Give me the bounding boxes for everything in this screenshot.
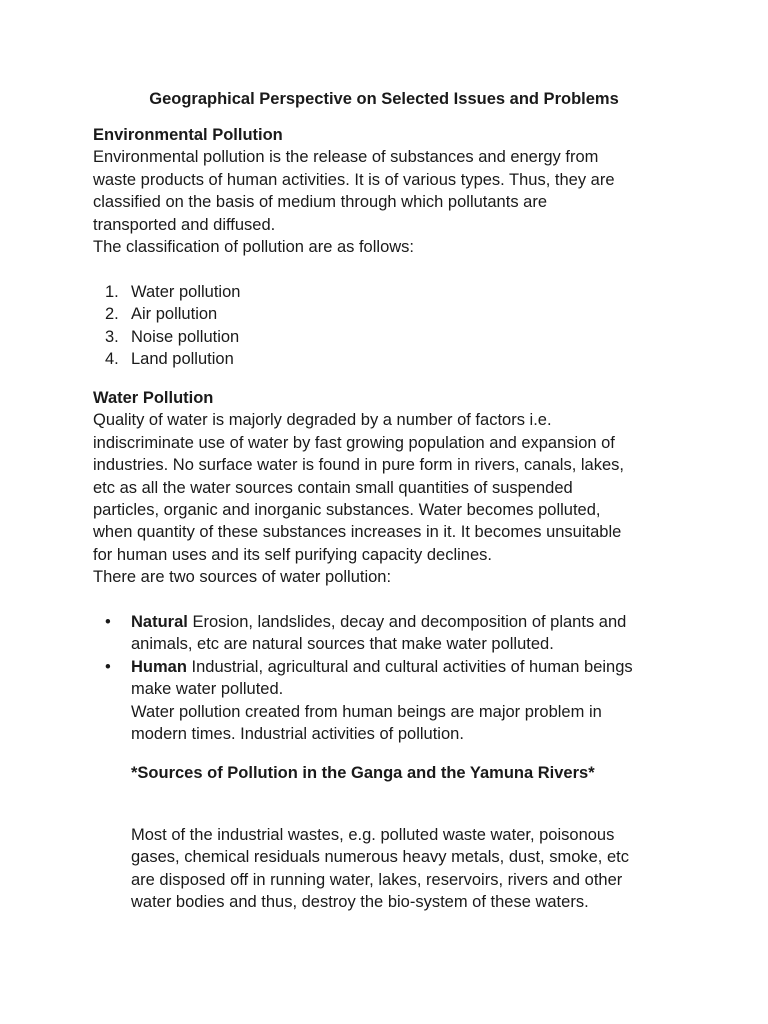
bullet-icon: • (105, 613, 111, 631)
paragraph-line: The classification of pollution are as follows: (93, 238, 414, 257)
water-pollution-heading: Water Pollution (93, 389, 214, 407)
list-item (93, 303, 240, 325)
list-item-label: Water pollution (131, 283, 241, 301)
paragraph-line: etc as all the water sources contain small quantities of suspended (93, 478, 573, 497)
paragraph-line: when quantity of these substances increases in it. It becomes unsuitable (93, 523, 622, 542)
list-item (93, 348, 240, 370)
list-item (93, 281, 240, 303)
list-item (93, 326, 240, 348)
paragraph-line: for human uses and its self purifying capacity declines. (93, 545, 492, 564)
source-term: Natural (131, 613, 188, 631)
sources-list (93, 611, 693, 745)
list-item-label: Noise pollution (131, 327, 240, 346)
source-text: modern times. Industrial activities of pollution. (131, 725, 464, 744)
list-item-human (93, 656, 693, 746)
paragraph-line: There are two sources of water pollution: (93, 568, 392, 587)
source-text: Industrial, agricultural and cultural activities of human beings (186, 657, 633, 676)
page-title: Geographical Perspective on Selected Issues and Problems (149, 90, 619, 108)
paragraph-line: Quality of water is majorly degraded by a number of factors i.e. (93, 411, 552, 430)
list-number: 4. (105, 350, 119, 369)
list-number: 1. (105, 283, 119, 301)
list-number: 2. (105, 305, 119, 324)
paragraph-line: Most of the industrial wastes, e.g. polluted waste water, poisonous (131, 826, 615, 844)
list-item-natural (93, 611, 693, 656)
paragraph-line: Environmental pollution is the release of substances and energy from (93, 148, 599, 167)
paragraph-line: are disposed off in running water, lakes, reservoirs, rivers and other (131, 870, 623, 889)
env-pollution-heading: Environmental Pollution (93, 126, 283, 144)
paragraph-line: transported and diffused. (93, 215, 276, 234)
source-text: Erosion, landslides, decay and decomposition of plants and (187, 613, 627, 631)
classification-list (93, 281, 240, 371)
paragraph-line: gases, chemical residuals numerous heavy metals, dust, smoke, etc (131, 848, 629, 867)
paragraph-line: particles, organic and inorganic substances. Water becomes polluted, (93, 501, 601, 520)
list-item-label: Air pollution (131, 305, 218, 324)
ganga-yamuna-heading: *Sources of Pollution in the Ganga and the Yamuna Rivers* (131, 764, 595, 782)
source-term: Human (131, 657, 187, 676)
env-pollution-section (93, 124, 693, 258)
paragraph-line: classified on the basis of medium through which pollutants are (93, 193, 547, 212)
source-text: animals, etc are natural sources that make water polluted. (131, 635, 554, 654)
industrial-wastes-paragraph (131, 824, 691, 914)
paragraph-line: industries. No surface water is found in pure form in rivers, canals, lakes, (93, 456, 624, 475)
list-number: 3. (105, 327, 119, 346)
paragraph-line: waste products of human activities. It is of various types. Thus, they are (93, 170, 615, 189)
source-text: Water pollution created from human beings are major problem in (131, 702, 602, 721)
paragraph-line: water bodies and thus, destroy the bio-system of these waters. (131, 893, 589, 912)
bullet-icon: • (105, 657, 111, 676)
paragraph-line: indiscriminate use of water by fast growing population and expansion of (93, 433, 615, 452)
water-pollution-section (93, 387, 693, 589)
source-text: make water polluted. (131, 680, 284, 699)
list-item-label: Land pollution (131, 350, 234, 369)
